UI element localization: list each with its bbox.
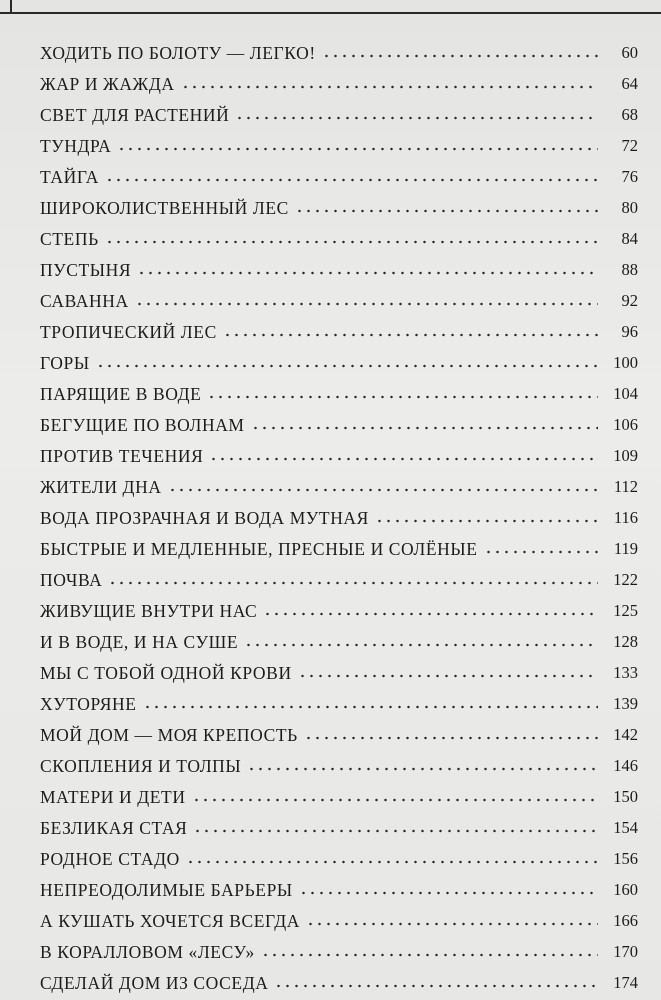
toc-entry[interactable] (40, 126, 638, 157)
toc-entry-title: ПРОТИВ ТЕЧЕНИЯ (40, 446, 204, 466)
toc-entry-page-number: 64 (621, 74, 638, 93)
toc-dot-leader (295, 208, 598, 214)
toc-entry[interactable] (40, 932, 638, 963)
toc-entry-title: НЕПРЕОДОЛИМЫЕ БАРЬЕРЫ (40, 880, 293, 900)
toc-entry-page-number: 156 (613, 849, 638, 868)
toc-dot-leader (306, 921, 598, 927)
toc-entry-page-number: 96 (621, 322, 638, 341)
toc-entry-page-number: 92 (621, 291, 638, 310)
toc-entry-page-number: 106 (613, 415, 638, 434)
toc-dot-leader (117, 146, 598, 152)
toc-entry-title: ПОЧВА (40, 570, 103, 590)
toc-entry-title: И В ВОДЕ, И НА СУШЕ (40, 632, 239, 652)
toc-dot-leader (137, 270, 598, 276)
toc-entry-title: БЕЗЛИКАЯ СТАЯ (40, 818, 188, 838)
toc-entry[interactable] (40, 95, 638, 126)
toc-entry-page-number: 160 (613, 880, 638, 899)
toc-entry-page-number: 68 (621, 105, 638, 124)
toc-dot-leader (135, 301, 598, 307)
toc-dot-leader (207, 394, 598, 400)
toc-dot-leader (168, 487, 598, 493)
toc-entry-title: А КУШАТЬ ХОЧЕТСЯ ВСЕГДА (40, 911, 301, 931)
toc-entry[interactable] (40, 405, 638, 436)
toc-entry-title: ТАЙГА (40, 167, 99, 187)
toc-dot-leader (304, 735, 598, 741)
toc-entry-title: СКОПЛЕНИЯ И ТОЛПЫ (40, 756, 242, 776)
header-rule (0, 12, 661, 14)
toc-entry-title: В КОРАЛЛОВОМ «ЛЕСУ» (40, 942, 255, 962)
toc-entry[interactable] (40, 33, 638, 64)
toc-entry[interactable] (40, 374, 638, 405)
toc-dot-leader (244, 642, 598, 648)
toc-entry[interactable] (40, 808, 638, 839)
toc-entry[interactable] (40, 250, 638, 281)
toc-entry[interactable] (40, 498, 638, 529)
toc-entry-title: БЫСТРЫЕ И МЕДЛЕННЫЕ, ПРЕСНЫЕ И СОЛЁНЫЕ (40, 539, 478, 559)
toc-entry-title: СВЕТ ДЛЯ РАСТЕНИЙ (40, 105, 230, 125)
toc-entry-page-number: 104 (613, 384, 638, 403)
toc-entry-title: МАТЕРИ И ДЕТИ (40, 787, 186, 807)
toc-entry[interactable] (40, 343, 638, 374)
toc-entry[interactable] (40, 529, 638, 560)
toc-entry-title: РОДНОЕ СТАДО (40, 849, 180, 869)
toc-dot-leader (263, 611, 598, 617)
toc-entry[interactable] (40, 591, 638, 622)
toc-entry-title: СТЕПЬ (40, 229, 99, 249)
toc-entry-page-number: 100 (613, 353, 638, 372)
toc-entry-page-number: 146 (613, 756, 638, 775)
toc-dot-leader (209, 456, 598, 462)
toc-dot-leader (192, 797, 598, 803)
toc-entry-page-number: 154 (613, 818, 638, 837)
toc-dot-leader (108, 580, 598, 586)
toc-entry-title: МЫ С ТОБОЙ ОДНОЙ КРОВИ (40, 663, 292, 683)
header-tick (0, 0, 12, 12)
toc-dot-leader (223, 332, 598, 338)
toc-entry-title: ПУСТЫНЯ (40, 260, 132, 280)
toc-dot-leader (186, 859, 598, 865)
toc-entry-title: ЖИВУЩИЕ ВНУТРИ НАС (40, 601, 258, 621)
toc-entry-title: ХУТОРЯНЕ (40, 694, 137, 714)
toc-entry[interactable] (40, 901, 638, 932)
toc-entry-page-number: 150 (613, 787, 638, 806)
toc-entry-page-number: 76 (621, 167, 638, 186)
toc-entry[interactable] (40, 715, 638, 746)
toc-entry-title: ГОРЫ (40, 353, 90, 373)
toc-entry-title: МОЙ ДОМ — МОЯ КРЕПОСТЬ (40, 725, 298, 745)
toc-dot-leader (274, 983, 598, 989)
toc-dot-leader (247, 766, 598, 772)
toc-entry-page-number: 133 (613, 663, 638, 682)
toc-entry-page-number: 80 (621, 198, 638, 217)
toc-entry-page-number: 139 (613, 694, 638, 713)
toc-entry-page-number: 125 (613, 601, 638, 620)
toc-dot-leader (105, 239, 598, 245)
toc-entry-title: ЖАР И ЖАЖДА (40, 74, 175, 94)
toc-entry-page-number: 170 (613, 942, 638, 961)
toc-entry[interactable] (40, 467, 638, 498)
toc-entry-page-number: 122 (613, 570, 638, 589)
toc-entry-page-number: 88 (621, 260, 638, 279)
toc-entry-page-number: 142 (613, 725, 638, 744)
toc-entry[interactable] (40, 839, 638, 870)
toc-entry[interactable] (40, 281, 638, 312)
toc-dot-leader (235, 115, 598, 121)
toc-entry[interactable] (40, 746, 638, 777)
toc-entry[interactable] (40, 560, 638, 591)
toc-entry[interactable] (40, 188, 638, 219)
toc-entry-page-number: 109 (613, 446, 638, 465)
toc-dot-leader (298, 673, 598, 679)
toc-entry-page-number: 112 (613, 477, 638, 496)
toc-entry-title: ШИРОКОЛИСТВЕННЫЙ ЛЕС (40, 198, 289, 218)
toc-entry-title: ПАРЯЩИЕ В ВОДЕ (40, 384, 202, 404)
toc-entry[interactable] (40, 219, 638, 250)
toc-entry[interactable] (40, 684, 638, 715)
toc-entry-page-number: 174 (613, 973, 638, 992)
toc-dot-leader (322, 53, 598, 59)
toc-entry[interactable] (40, 157, 638, 188)
toc-entry-page-number: 166 (613, 911, 638, 930)
toc-dot-leader (143, 704, 598, 710)
toc-entry[interactable] (40, 64, 638, 95)
table-of-contents (40, 33, 638, 994)
toc-dot-leader (251, 425, 598, 431)
toc-entry-page-number: 60 (621, 43, 638, 62)
toc-entry-page-number: 84 (621, 229, 638, 248)
toc-entry[interactable] (40, 312, 638, 343)
toc-entry-page-number: 128 (613, 632, 638, 651)
toc-entry-page-number: 119 (613, 539, 638, 558)
toc-entry-title: ТУНДРА (40, 136, 112, 156)
toc-dot-leader (193, 828, 598, 834)
toc-entry[interactable] (40, 870, 638, 901)
toc-dot-leader (96, 363, 598, 369)
toc-entry-page-number: 116 (613, 508, 638, 527)
toc-dot-leader (105, 177, 598, 183)
toc-entry-title: БЕГУЩИЕ ПО ВОЛНАМ (40, 415, 245, 435)
toc-entry-page-number: 72 (621, 136, 638, 155)
toc-dot-leader (484, 549, 598, 555)
toc-dot-leader (181, 84, 598, 90)
toc-entry-title: ВОДА ПРОЗРАЧНАЯ И ВОДА МУТНАЯ (40, 508, 369, 528)
toc-dot-leader (375, 518, 598, 524)
toc-entry-title: ТРОПИЧЕСКИЙ ЛЕС (40, 322, 217, 342)
toc-entry-title: СДЕЛАЙ ДОМ ИЗ СОСЕДА (40, 973, 269, 993)
toc-entry[interactable] (40, 653, 638, 684)
toc-entry-title: ХОДИТЬ ПО БОЛОТУ — ЛЕГКО! (40, 43, 316, 63)
toc-entry-title: ЖИТЕЛИ ДНА (40, 477, 162, 497)
toc-dot-leader (299, 890, 598, 896)
toc-entry[interactable] (40, 777, 638, 808)
toc-entry[interactable] (40, 622, 638, 653)
toc-entry-title: САВАННА (40, 291, 129, 311)
toc-entry[interactable] (40, 963, 638, 994)
toc-entry[interactable] (40, 436, 638, 467)
toc-dot-leader (261, 952, 598, 958)
